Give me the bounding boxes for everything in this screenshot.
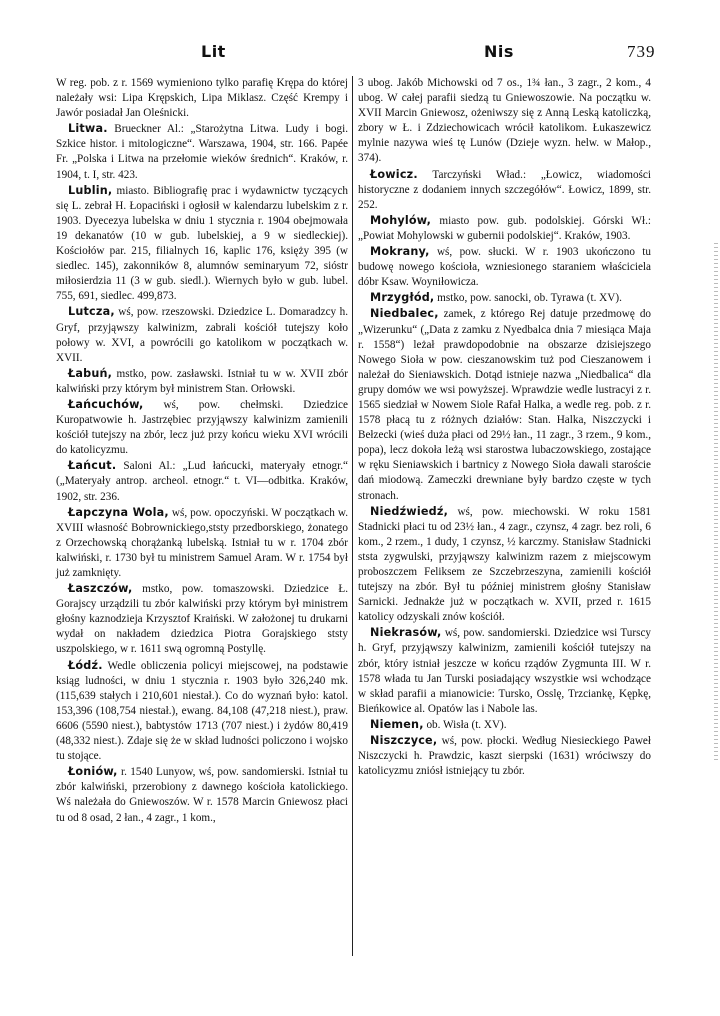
running-header [0,42,720,66]
entry-title: Niemen, [370,717,424,731]
entry-text: W reg. pob. z r. 1569 wymieniono tylko parafię Krępa do której należały wsi: Lipa Krępskich, Lipa Miklasz. Część Krempy i Jawór posiadał Jan Oleśnicki. [56,77,348,120]
entry [358,244,651,290]
entry-text: Tarczyński Wład.: „Łowicz, wiadomości historyczne z dodaniem innych szczegółów“. Łowicz, 1899, str. 252. [358,168,651,211]
entry-title: Łoniów, [68,765,118,779]
entry-title: Niedbalec, [370,307,439,321]
entry [56,366,348,397]
entry-title: Łaszczów, [68,582,133,596]
entry-title: Niszczyce, [370,734,438,748]
entry-title: Łapczyna Wola, [68,505,169,519]
entry [56,397,348,458]
entry-text: wś, pow. opoczyński. W początkach w. XVIII własność Bobrownickiego,ststy przedborskiego, żonatego z Orzechowską chorążanką lubelską. Istniał tu w r. 1704 zbór kalwiński, r. 1730 był tu ministrem Samuel Aram. W r. 1754 był już zamknięty. [56,506,348,579]
column-divider [352,76,353,956]
entry [56,458,348,504]
entry-text: wś, pow. słucki. W r. 1903 ukończono tu budowę nowego kościoła, wzniesionego staraniem właściciela dóbr Ksaw. Woyniłowicza. [358,246,651,289]
entry [358,213,651,244]
entry-title: Łódź. [68,658,103,672]
entry-text: wś, pow. płocki. Według Niesieckiego Paweł Niszczycki h. Prawdzic, kaszt sierpski (1631) wróciwszy do katolicyzmu zniósł istniejący tu zbór. [358,735,651,778]
entry-text: ob. Wisła (t. XV). [426,718,507,731]
entry-title: Niekrasów, [370,626,442,640]
entry-continuation [56,76,348,121]
entry-text: Saloni Al.: „Lud łańcucki, materyały etnogr.“ („Materyały antrop. archeol. etnogr.“ t. VI—odbitka. Kraków, 1902, str. 236. [56,460,349,503]
entry-title: Łowicz. [370,167,418,181]
entry-text: Brueckner Al.: „Starożytna Litwa. Ludy i bogi. Szkice histor. i mitologiczne“. Warszawa, 1904, str. 166. Papée Fr. „Polska i Litwa na przełomie wieków średnich“. Kraków, r. 1904, t. I, str. 423. [56,123,348,181]
entry [56,764,348,825]
entry-title: Łabuń, [68,366,113,380]
entry [56,183,348,305]
entry [358,504,651,626]
right-column [358,76,651,779]
entry [56,304,348,365]
entry [56,581,348,657]
page-edge-scan-artifact [714,240,718,760]
entry-text: miasto pow. gub. podolskiej. Górski Wł.: „Powiat Mohylowski w gubernii podolskiej“. Kraków, 1903. [358,214,652,242]
entry-text: r. 1540 Lunyow, wś, pow. sandomierski. Istniał tu zbór kalwiński, przerobiony z dawnego kościoła katolickiego. Wś należała do Gniewoszów. W r. 1578 Marcin Gniewosz płaci tu od 8 osad, 2 łan., 4 zagr., 1 kom., [56,766,349,824]
entry-text: mstko, pow. tomaszowski. Dziedzice Ł. Gorajscy urządzili tu zbór kalwiński przy którym był ministrem głośny kaznodzieja Krzysztof Kraiński. W założonej tu drukarni wydał on nakładem dziedzica Piotra Gorajskiego ststy uszpolskiego, w r. 1611 swą ogromną Postyllę. [56,583,348,656]
entry-text: miasto. Bibliografię prac i wydawnictw tyczących się L. zebrał H. Łopaciński i ogłosił w kalendarzu lubelskim z r. 1903. Dyecezya lubelska w dniu 1 stycznia r. 1904 obejmowała 19 dekanatów (10 w gub. lubelskiej, a 9 w siedleckiej). Kościołów par. 215, filialnych 16, kaplic 176, księży 395 (w siedlec. 145), zakonników 8, alumnów seminaryum 72, sióstr miłosierdzia 11 (3 w gub. siedl.). Wiernych było w gub. lubel. 755, 691, siedlec. 499,873. [56,184,349,303]
entry [358,625,651,717]
entry-continuation [358,76,651,167]
entry-title: Niedźwiedź, [370,504,449,518]
entry-text: mstko, pow. sanocki, ob. Tyrawa (t. XV). [437,292,622,305]
entry [358,290,651,306]
entry-text: 3 ubog. Jakób Michowski od 7 os., 1¾ łan., 3 zagr., 2 kom., 4 ubog. W całej parafii siedzą tu Gniewoszowie. Na początku w. XVII Marcin Gniewosz, ożeniwszy się z Anną Leską katoliczką, zbory w Ł. i Zdziechowicach wrócił katolikom. Łukaszewicz mylnie nazywa wieś tę Lunów (Dzieje wyzn. helw. w Małop., 374). [358,77,651,165]
entry-text: wś, pow. chełmski. Dziedzice Kuropatwowie h. Jastrzębiec przyjąwszy kalwinizm zamienili kościół tutejszy na zbór, lecz już przy końcu wieku XVI wrócili do katolicyzmu. [56,398,348,457]
entry-title: Mokrany, [370,245,430,259]
entry [56,658,348,765]
entry-text: zamek, z którego Rej datuje przedmowę do „Wizerunku“ („Data z zamku z Nyedbalca dnia 7 miesiąca Maja r. 1558“) leżał prawdopodobnie na obszarze dzisiejszego Nowego Sioła w pow. cieszanowskim tuż pod Cieszanowem i należał do Sieniawskich. Dotąd istnieje nazwa „Niedbalica“ dla grupy domów we wsi powyższej. Wprawdzie wedle lustracyi z r. 1565 siedział w Nowem Siole Rafał Halka, a wedle reg. pob. z r. 1578 płacą tu z różnych działów: Stan. Halka, Niszczycki i Bełzecki (wieś duża płaci od 29½ łan., 11 zagr., 3 rzem., 9 kom., popa), lecz dokoła leżą wsi starostwa lubaczowskiego, zostające w ręku Sieniawskich i bartnicy z Nowego Sioła dawali staroście dań miodową. Zameczki drewniane były bardzo częste w tych stronach. [358,308,652,502]
entry [358,717,651,733]
header-right-word: Nis [484,42,514,61]
entry-title: Lutcza, [68,305,115,319]
entry [358,733,651,779]
entry-title: Łańcuchów, [68,397,144,411]
entry-text: Wedle obliczenia policyi miejscowej, na podstawie ksiąg ludności, w dniu 1 stycznia r. 1903 było 326,240 mk. (115,639 stałych i 210,601 niestał.). Co do wyznań było: katol. 153,396 (108,754 niestał.), ewang. 84,108 (47,218 niest.), praw. 6606 (5590 niest.), babtystów 1713 (707 niest.) i żydów 80,419 (48,332 niest.). Zdaje się że w skład ludności policzono i wojsko tu stojące. [56,659,348,763]
page-number: 739 [627,42,656,61]
entry-text: wś, pow. rzeszowski. Dziedzice L. Domaradzcy h. Gryf, przyjąwszy kalwinizm, zabrali kościół tutejszy koło połowy w. XVI, a powrócili go katolikom w początkach w. XVII. [56,306,348,364]
entry-title: Lublin, [68,183,113,197]
entry-text: mstko, pow. zasławski. Istniał tu w w. XVII zbór kalwiński przy którym był ministrem Stan. Orłowski. [56,367,348,395]
entry-title: Mrzygłód, [370,291,435,305]
entry-text: wś, pow. sandomierski. Dziedzice wsi Turscy h. Gryf, przyjąwszy kalwinizm, zamienili kościół tutejszy na zbór, który istniał jeszcze w końcu rządów Zygmunta III. W r. 1578 włada tu Jan Turski posiadający wszystkie wsi wchodzące w skład parafii a mianowicie: Tursko, Osslę, Trzciankę, Kępkę, Bieńkowice al. Opatów las i Nabole las. [358,627,652,715]
entry [358,306,651,503]
entry-text: wś, pow. miechowski. W roku 1581 Stadnicki płaci tu od 23½ łan., 4 zagr., czynsz, 4 zagr. bez roli, 6 kom., 2 rzem., 1 dudy, 1 czynsz, ½ karczmy. Stanisław Stadnicki ststa zygwulski, przyjąwszy kalwinizm razem z miejscowym proboszczem Feliksem ze Szczebrzeszyna, zamienili kościół tutejszy na zbór. Był tu później ministrem głośny Stanisław Sarnicki. Jednakże już w początkach w. XVII, przed r. 1615 katolicy odzyskali znów kościół. [358,505,652,624]
entry-title: Mohylów, [370,213,432,227]
entry-title: Litwa. [68,122,108,136]
entry [56,121,348,182]
entry-title: Łańcut. [68,459,117,473]
entry [56,505,348,581]
entry [358,167,651,213]
left-column [56,76,348,826]
header-left-word: Lit [201,42,226,61]
